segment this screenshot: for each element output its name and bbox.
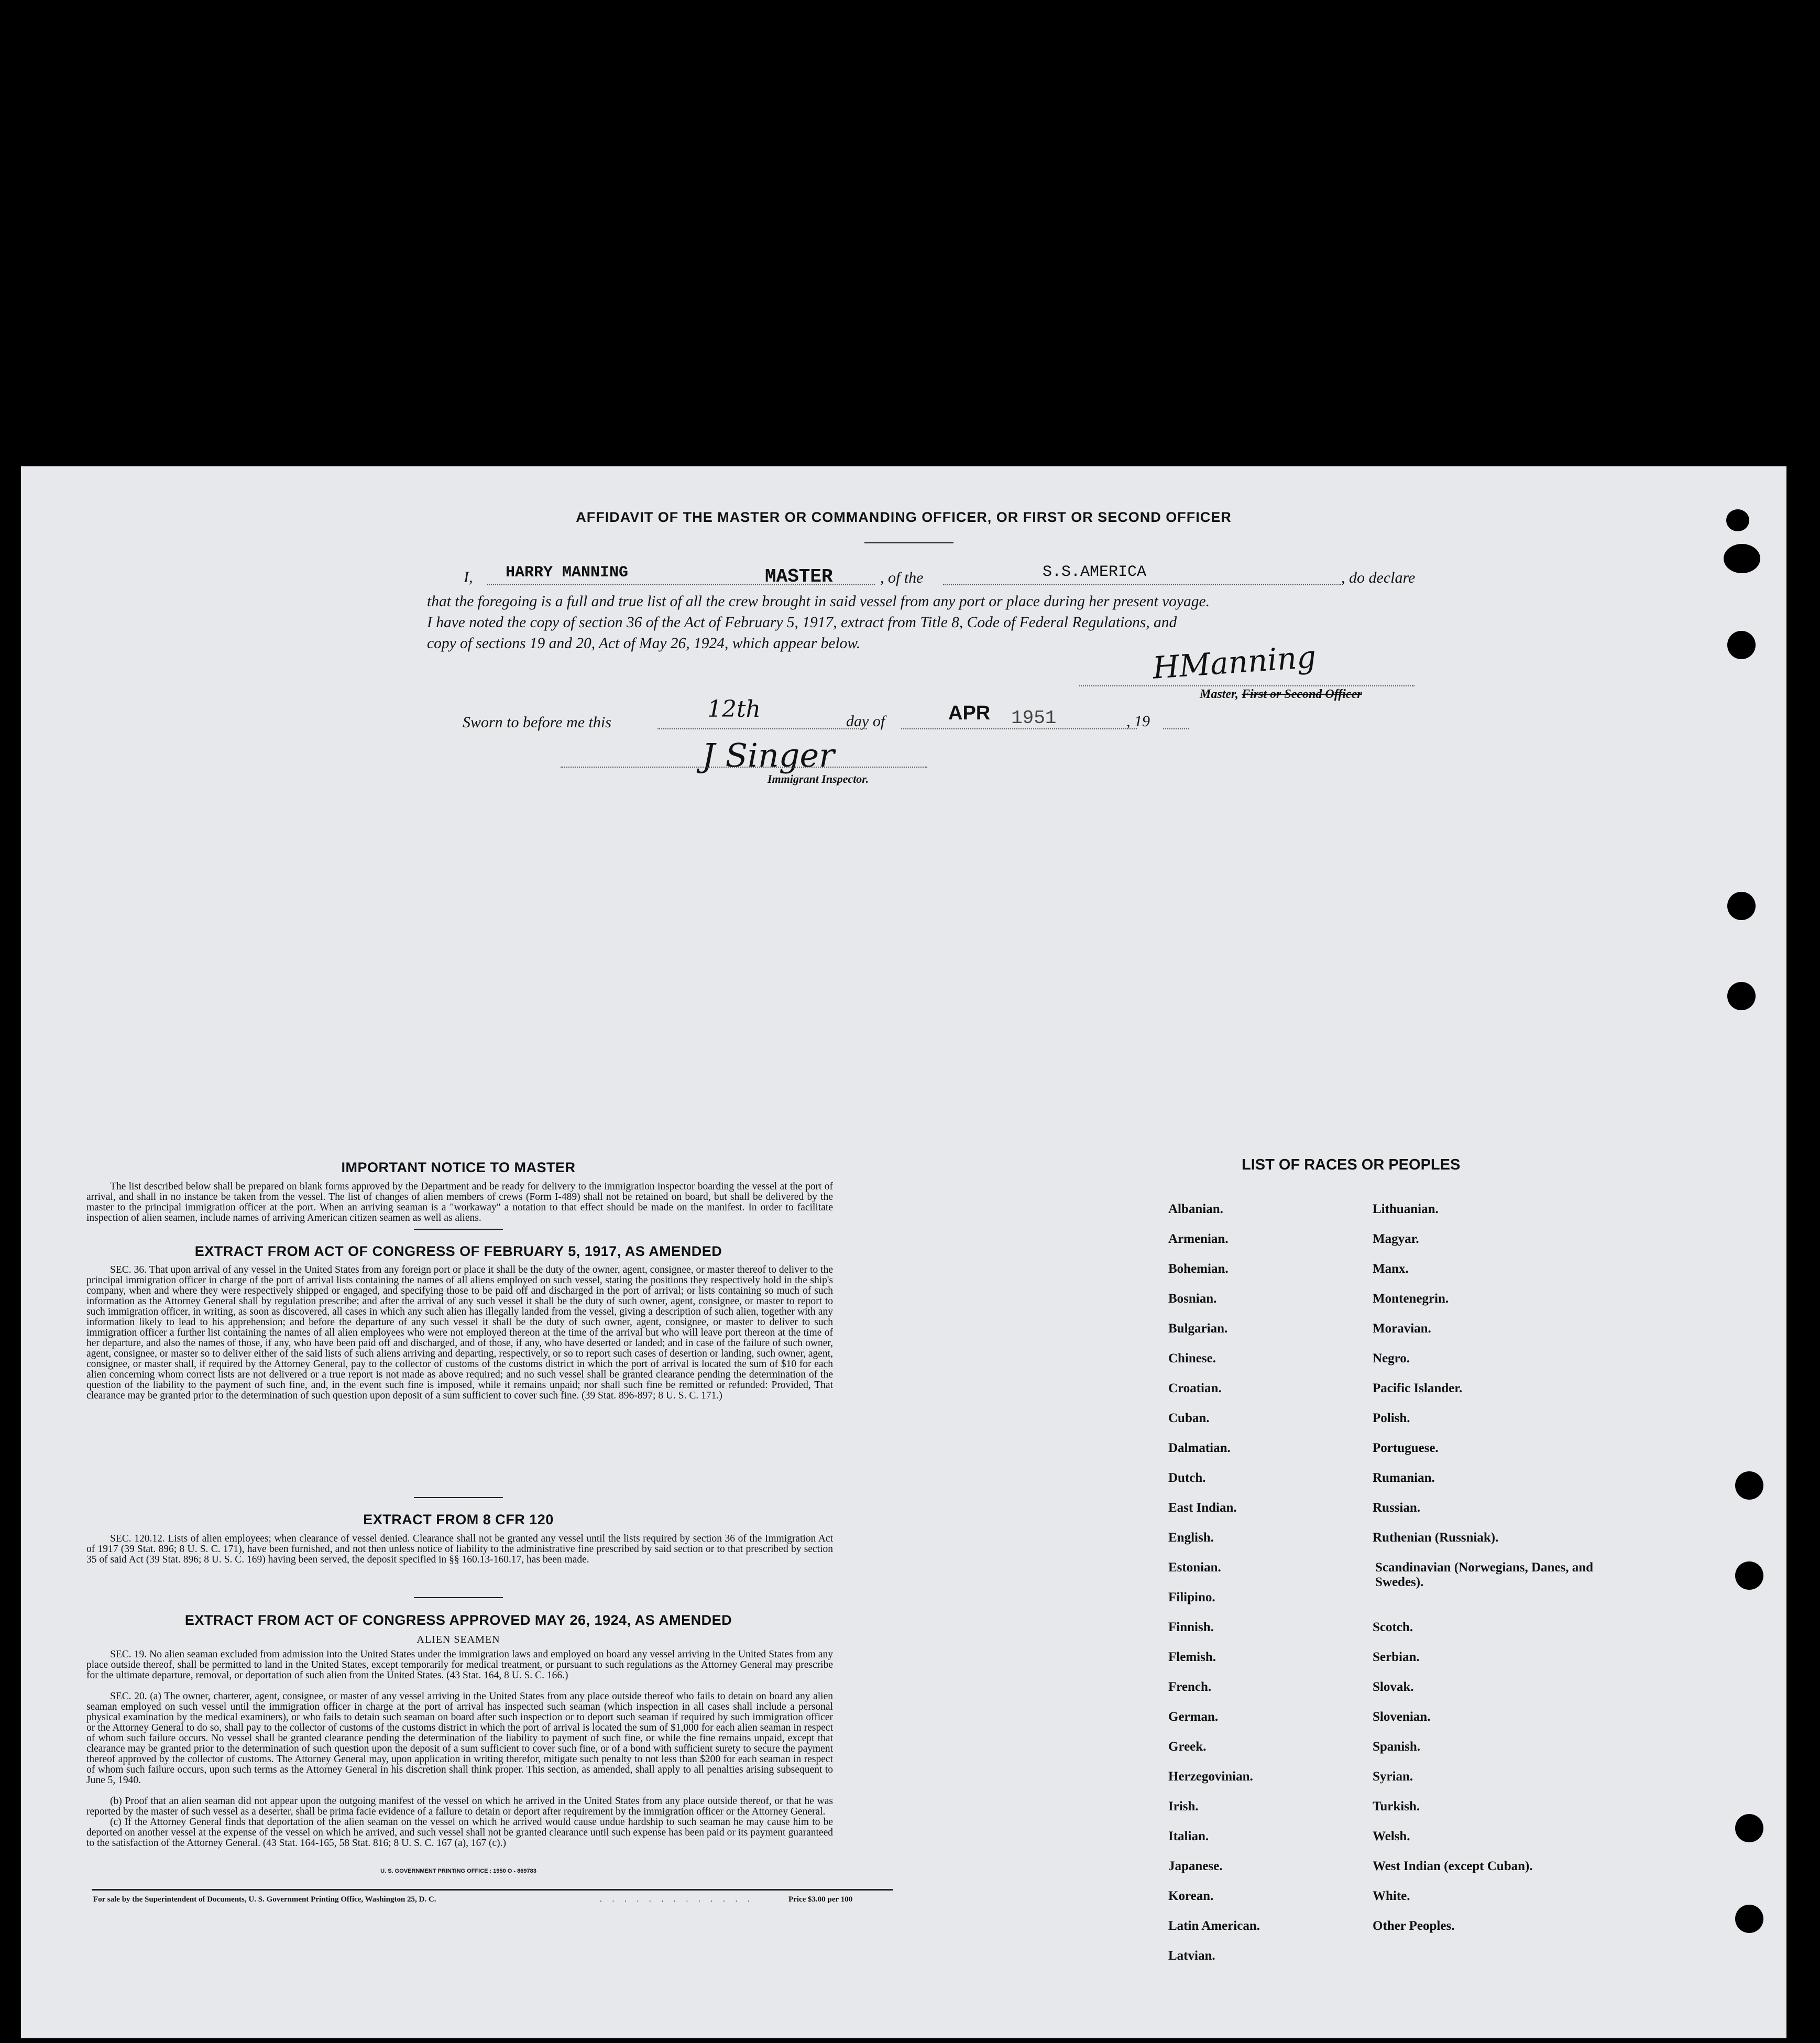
extract-1924-title: EXTRACT FROM ACT OF CONGRESS APPROVED MAY 26, 1924, AS AMENDED [184, 1612, 732, 1628]
race-item: French. [1168, 1680, 1212, 1694]
notice-text: The list described below shall be prepared on blank forms approved by the Department and be ready for delivery to the immigration inspector boarding the vessel at the port of arrival, and shall in no instance be taken from the vessel. The list of changes of alien members of crews (Form I-489) shall not be retained on board, but shall be delivered by the master to the principal immigration officer at the port. When an arriving seaman is a "workaway" a notation to that effect should be made on the manifest. In order to facilitate inspection of alien seamen, include names of arriving American citizen seamen as well as aliens. [86, 1181, 833, 1223]
master-name: HARRY MANNING [506, 564, 629, 582]
race-item: Syrian. [1373, 1769, 1413, 1784]
race-item: Spanish. [1373, 1740, 1421, 1754]
race-item: Herzegovinian. [1168, 1769, 1253, 1784]
inspector-label: Immigrant Inspector. [768, 772, 869, 785]
day-of-label: day of [846, 713, 885, 730]
footer-price: Price $3.00 per 100 [788, 1895, 853, 1904]
race-item: Slovenian. [1373, 1710, 1431, 1724]
race-item: Bohemian. [1168, 1262, 1229, 1276]
day-line [657, 728, 867, 729]
race-item: Other Peoples. [1373, 1919, 1455, 1933]
race-item: Serbian. [1373, 1650, 1420, 1664]
vessel-name: S.S.AMERICA [1043, 563, 1147, 581]
race-item: Bosnian. [1168, 1292, 1217, 1306]
race-item: Greek. [1168, 1740, 1207, 1754]
race-item: Filipino. [1168, 1590, 1215, 1604]
footer-rule [92, 1889, 893, 1891]
race-item: Latvian. [1168, 1949, 1215, 1963]
rank-field: MASTER [765, 566, 833, 587]
punch-hole [1727, 982, 1756, 1010]
race-item: Flemish. [1168, 1650, 1216, 1664]
race-item: Moravian. [1373, 1321, 1431, 1336]
signature-caption [1200, 687, 1362, 702]
race-item: German. [1168, 1710, 1219, 1724]
race-item: West Indian (except Cuban). [1373, 1859, 1533, 1873]
inspector-signature: J Singer [702, 736, 835, 774]
affidavit-line-3: I have noted the copy of section 36 of the Act of February 5, 1917, extract from Title 8, Code of Federal Regulations, and [427, 614, 1177, 631]
race-item: White. [1373, 1889, 1410, 1903]
extract-1924-sec20c: (c) If the Attorney General finds that deportation of the alien seaman on the vessel on which he arrived would cause undue hardship to such seaman he may cause him to be deported on another vessel at the expense of the vessel on which he arrived, and such vessel shall not be granted clearance until such expense has been paid or its payment guaranteed to the satisfaction of the Attorney General. (43 Stat. 164-165, 58 Stat. 816; 8 U. S. C. 167 (a), 167 (c).) [86, 1817, 833, 1849]
footer-dots: . . . . . . . . . . . . . [600, 1895, 754, 1904]
race-item: Scotch. [1373, 1620, 1413, 1634]
race-item: Russian. [1373, 1501, 1421, 1515]
struck-officer-label: First or Second Officer [1242, 687, 1362, 701]
inspector-line [561, 767, 927, 768]
punch-hole [1727, 892, 1756, 920]
race-item: Dalmatian. [1168, 1441, 1231, 1455]
master-signature: HManning [1152, 639, 1318, 686]
extract-cfr-text: SEC. 120.12. Lists of alien employees; when clearance of vessel denied. Clearance shall not be granted any vessel until the lists required by section 36 of the Immigration Act of 1917 (39 Stat. 896; 8 U. S. C. 171), have been furnished, and not then unless notice of liability to the administrative fine prescribed by said section or to that prescribed by section 35 of said Act (39 Stat. 896; 8 U. S. C. 169) having been served, the deposit specified in §§ 160.13-160.17, has been made. [86, 1533, 833, 1565]
race-item: Chinese. [1168, 1351, 1216, 1365]
month-stamp: APR [948, 702, 991, 724]
race-item: Pacific Islander. [1373, 1381, 1463, 1395]
do-declare-label: , do declare [1341, 569, 1416, 586]
master-label: Master, [1200, 687, 1242, 701]
punch-hole [1735, 1471, 1763, 1500]
race-item: Armenian. [1168, 1232, 1229, 1246]
race-item [1373, 1590, 1635, 1620]
race-item: Croatian. [1168, 1381, 1222, 1395]
extract-1924-subtitle: ALIEN SEAMEN [416, 1634, 500, 1645]
race-item: Japanese. [1168, 1859, 1223, 1873]
race-item: Lithuanian. [1373, 1202, 1439, 1216]
race-item: Latin American. [1168, 1919, 1260, 1933]
race-item: Bulgarian. [1168, 1321, 1228, 1336]
race-item: Portuguese. [1373, 1441, 1439, 1455]
footer-sale-text: For sale by the Superintendent of Documents, U. S. Government Printing Office, Washington 25, D. C. [93, 1895, 436, 1904]
race-item: Slovak. [1373, 1680, 1414, 1694]
section-rule [414, 1597, 503, 1598]
extract-1917-title: EXTRACT FROM ACT OF CONGRESS OF FEBRUARY 5, 1917, AS AMENDED [194, 1243, 722, 1259]
race-item: Welsh. [1373, 1829, 1410, 1843]
race-item: Manx. [1373, 1262, 1409, 1276]
race-item: Rumanian. [1373, 1471, 1435, 1485]
vessel-line [943, 584, 1341, 585]
printing-office-note: U. S. GOVERNMENT PRINTING OFFICE : 1950 O - 869783 [380, 1868, 536, 1874]
race-item: Montenegrin. [1373, 1292, 1449, 1306]
section-rule [414, 1229, 503, 1230]
punch-hole [1735, 1561, 1763, 1590]
race-item: Ruthenian (Russniak). [1373, 1531, 1499, 1545]
year-stamp: 1951 [1011, 707, 1057, 729]
race-item: Dutch. [1168, 1471, 1206, 1485]
extract-cfr-title: EXTRACT FROM 8 CFR 120 [363, 1512, 554, 1527]
affidavit-line-4: copy of sections 19 and 20, Act of May 26, 1924, which appear below. [427, 635, 861, 652]
races-title: LIST OF RACES OR PEOPLES [1242, 1156, 1461, 1173]
section-rule [414, 1497, 503, 1498]
races-left-column [1168, 1202, 1367, 1979]
sworn-label: Sworn to before me this [463, 714, 611, 731]
punch-hole [1724, 544, 1760, 573]
affidavit-title: AFFIDAVIT OF THE MASTER OR COMMANDING OFFICER, OR FIRST OR SECOND OFFICER [576, 509, 1232, 525]
punch-hole [1735, 1814, 1763, 1842]
race-item: Turkish. [1373, 1799, 1420, 1813]
race-item: Korean. [1168, 1889, 1214, 1903]
race-item: English. [1168, 1531, 1214, 1545]
extract-1917-text: SEC. 36. That upon arrival of any vessel in the United States from any foreign port or place it shall be the duty of the owner, agent, consignee, or master thereof to deliver to the principal immigration officer in charge of the port of arrival lists containing the names of all aliens employed on such vessel, stating the positions they respectively hold in the ship's company, when and where they were respectively shipped or engaged, and specifying those to be paid off and discharged in the port of arrival; or lists containing so much of such information as the Attorney General shall by regulation prescribe; and after the arrival of any such vessel it shall be the duty of such owner, agent, consignee, or master to report to such immigration officer, in writing, as soon as discovered, all cases in which any such alien has illegally landed from the vessel, giving a description of such alien, together with any information likely to lead to his apprehension; and before the departure of any such vessel it shall be the duty of such owner, agent, consignee, or master to deliver to such immigration officer a further list containing the names of all alien employees who were not employed thereon at the time of the arrival but who will leave port thereon at the time of her departure, and also the names of those, if any, who have been paid off and discharged, and of those, if any, who have deserted or landed; and in case of the failure of such owner, agent, consignee, or master so to deliver either of the said lists of such aliens arriving and departing, respectively, or so to report such cases of desertion or landing, such owner, agent, consignee, or master shall, if required by the Attorney General, pay to the collector of customs of the customs district in which the port of arrival is located the sum of $10 for each alien concerning whom correct lists are not delivered or a true report is not made as above required; and no such vessel shall be granted clearance pending the determination of the question of the liability to the payment of such fine, and, in the event such fine is imposed, while it remains unpaid; nor shall such fine be remitted or refunded: Provided, That clearance may be granted prior to the determination of such question upon deposit of a sum sufficient to cover such fine. (39 Stat. 896-897; 8 U. S. C. 171.) [86, 1264, 833, 1401]
race-item: Scandinavian (Norwegians, Danes, and Swedes). [1375, 1560, 1594, 1589]
race-item: East Indian. [1168, 1501, 1237, 1515]
affidavit-line-2: that the foregoing is a full and true list of all the crew brought in said vessel from any port or place during her present voyage. [427, 593, 1210, 610]
nineteen-line [1163, 728, 1189, 729]
affidavit-i: I, [464, 569, 473, 586]
punch-hole [1735, 1905, 1763, 1933]
race-item: Estonian. [1168, 1560, 1221, 1575]
race-item: Finnish. [1168, 1620, 1214, 1634]
races-right-column [1373, 1202, 1635, 1949]
extract-1924-sec19: SEC. 19. No alien seaman excluded from admission into the United States under the immigration laws and employed on board any vessel arriving in the United States from any place outside thereof, shall be permitted to land in the United States, except temporarily for medical treatment, or pursuant to such regulations as the Attorney General may prescribe for the ultimate departure, removal, or deportation of such alien from the United States. (43 Stat. 164, 8 U. S. C. 166.) [86, 1649, 833, 1681]
signature-line [1079, 685, 1415, 686]
punch-hole [1727, 631, 1756, 659]
document-page [21, 466, 1786, 2038]
notice-title: IMPORTANT NOTICE TO MASTER [341, 1160, 576, 1175]
race-item: Italian. [1168, 1829, 1209, 1843]
title-rule [864, 542, 953, 543]
race-item: Polish. [1373, 1411, 1410, 1425]
race-item: Cuban. [1168, 1411, 1210, 1425]
extract-1924-sec20b: (b) Proof that an alien seaman did not appear upon the outgoing manifest of the vessel on which he arrived in the United States from any place outside thereof, or that he was reported by the master of such vessel as a deserter, shall be prima facie evidence of a failure to detain or deport after requirement by the immigration officer or the Attorney General. [86, 1796, 833, 1817]
race-item: Albanian. [1168, 1202, 1223, 1216]
of-the-label: , of the [880, 569, 924, 586]
extract-1924-sec20a: SEC. 20. (a) The owner, charterer, agent, consignee, or master of any vessel arriving in the United States from any place outside thereof who fails to detain on board any alien seaman employed on such vessel until the immigration officer in charge at the port of arrival has inspected such seaman (which inspection in all cases shall include a personal physical examination by the medical examiners), or who fails to detain such seaman on board after such inspection or to deport such seaman if required by such immigration officer or the Attorney General to do so, shall pay to the collector of customs of the customs district in which the port of arrival is located the sum of $1,000 for each alien seaman in respect of whom such failure occurs. No vessel shall be granted clearance pending the determination of the liability to payment of such fine, or while the fine remains unpaid, except that clearance may be granted prior to the determination of such question upon the deposit of a sum sufficient to cover such fine, or of a bond with sufficient surety to secure the payment thereof approved by the collector of customs. The Attorney General may, upon application in writing therefor, mitigate such penalty to not less than $200 for each seaman in respect of whom such failure occurs, upon such terms as the Attorney General in his discretion shall think proper. This section, as amended, shall apply to all penalties arising subsequent to June 5, 1940. [86, 1691, 833, 1786]
day-value: 12th [707, 696, 761, 723]
nineteen-label: , 19 [1126, 713, 1150, 730]
race-item: Negro. [1373, 1351, 1410, 1365]
race-item: Magyar. [1373, 1232, 1419, 1246]
race-item: Irish. [1168, 1799, 1199, 1813]
